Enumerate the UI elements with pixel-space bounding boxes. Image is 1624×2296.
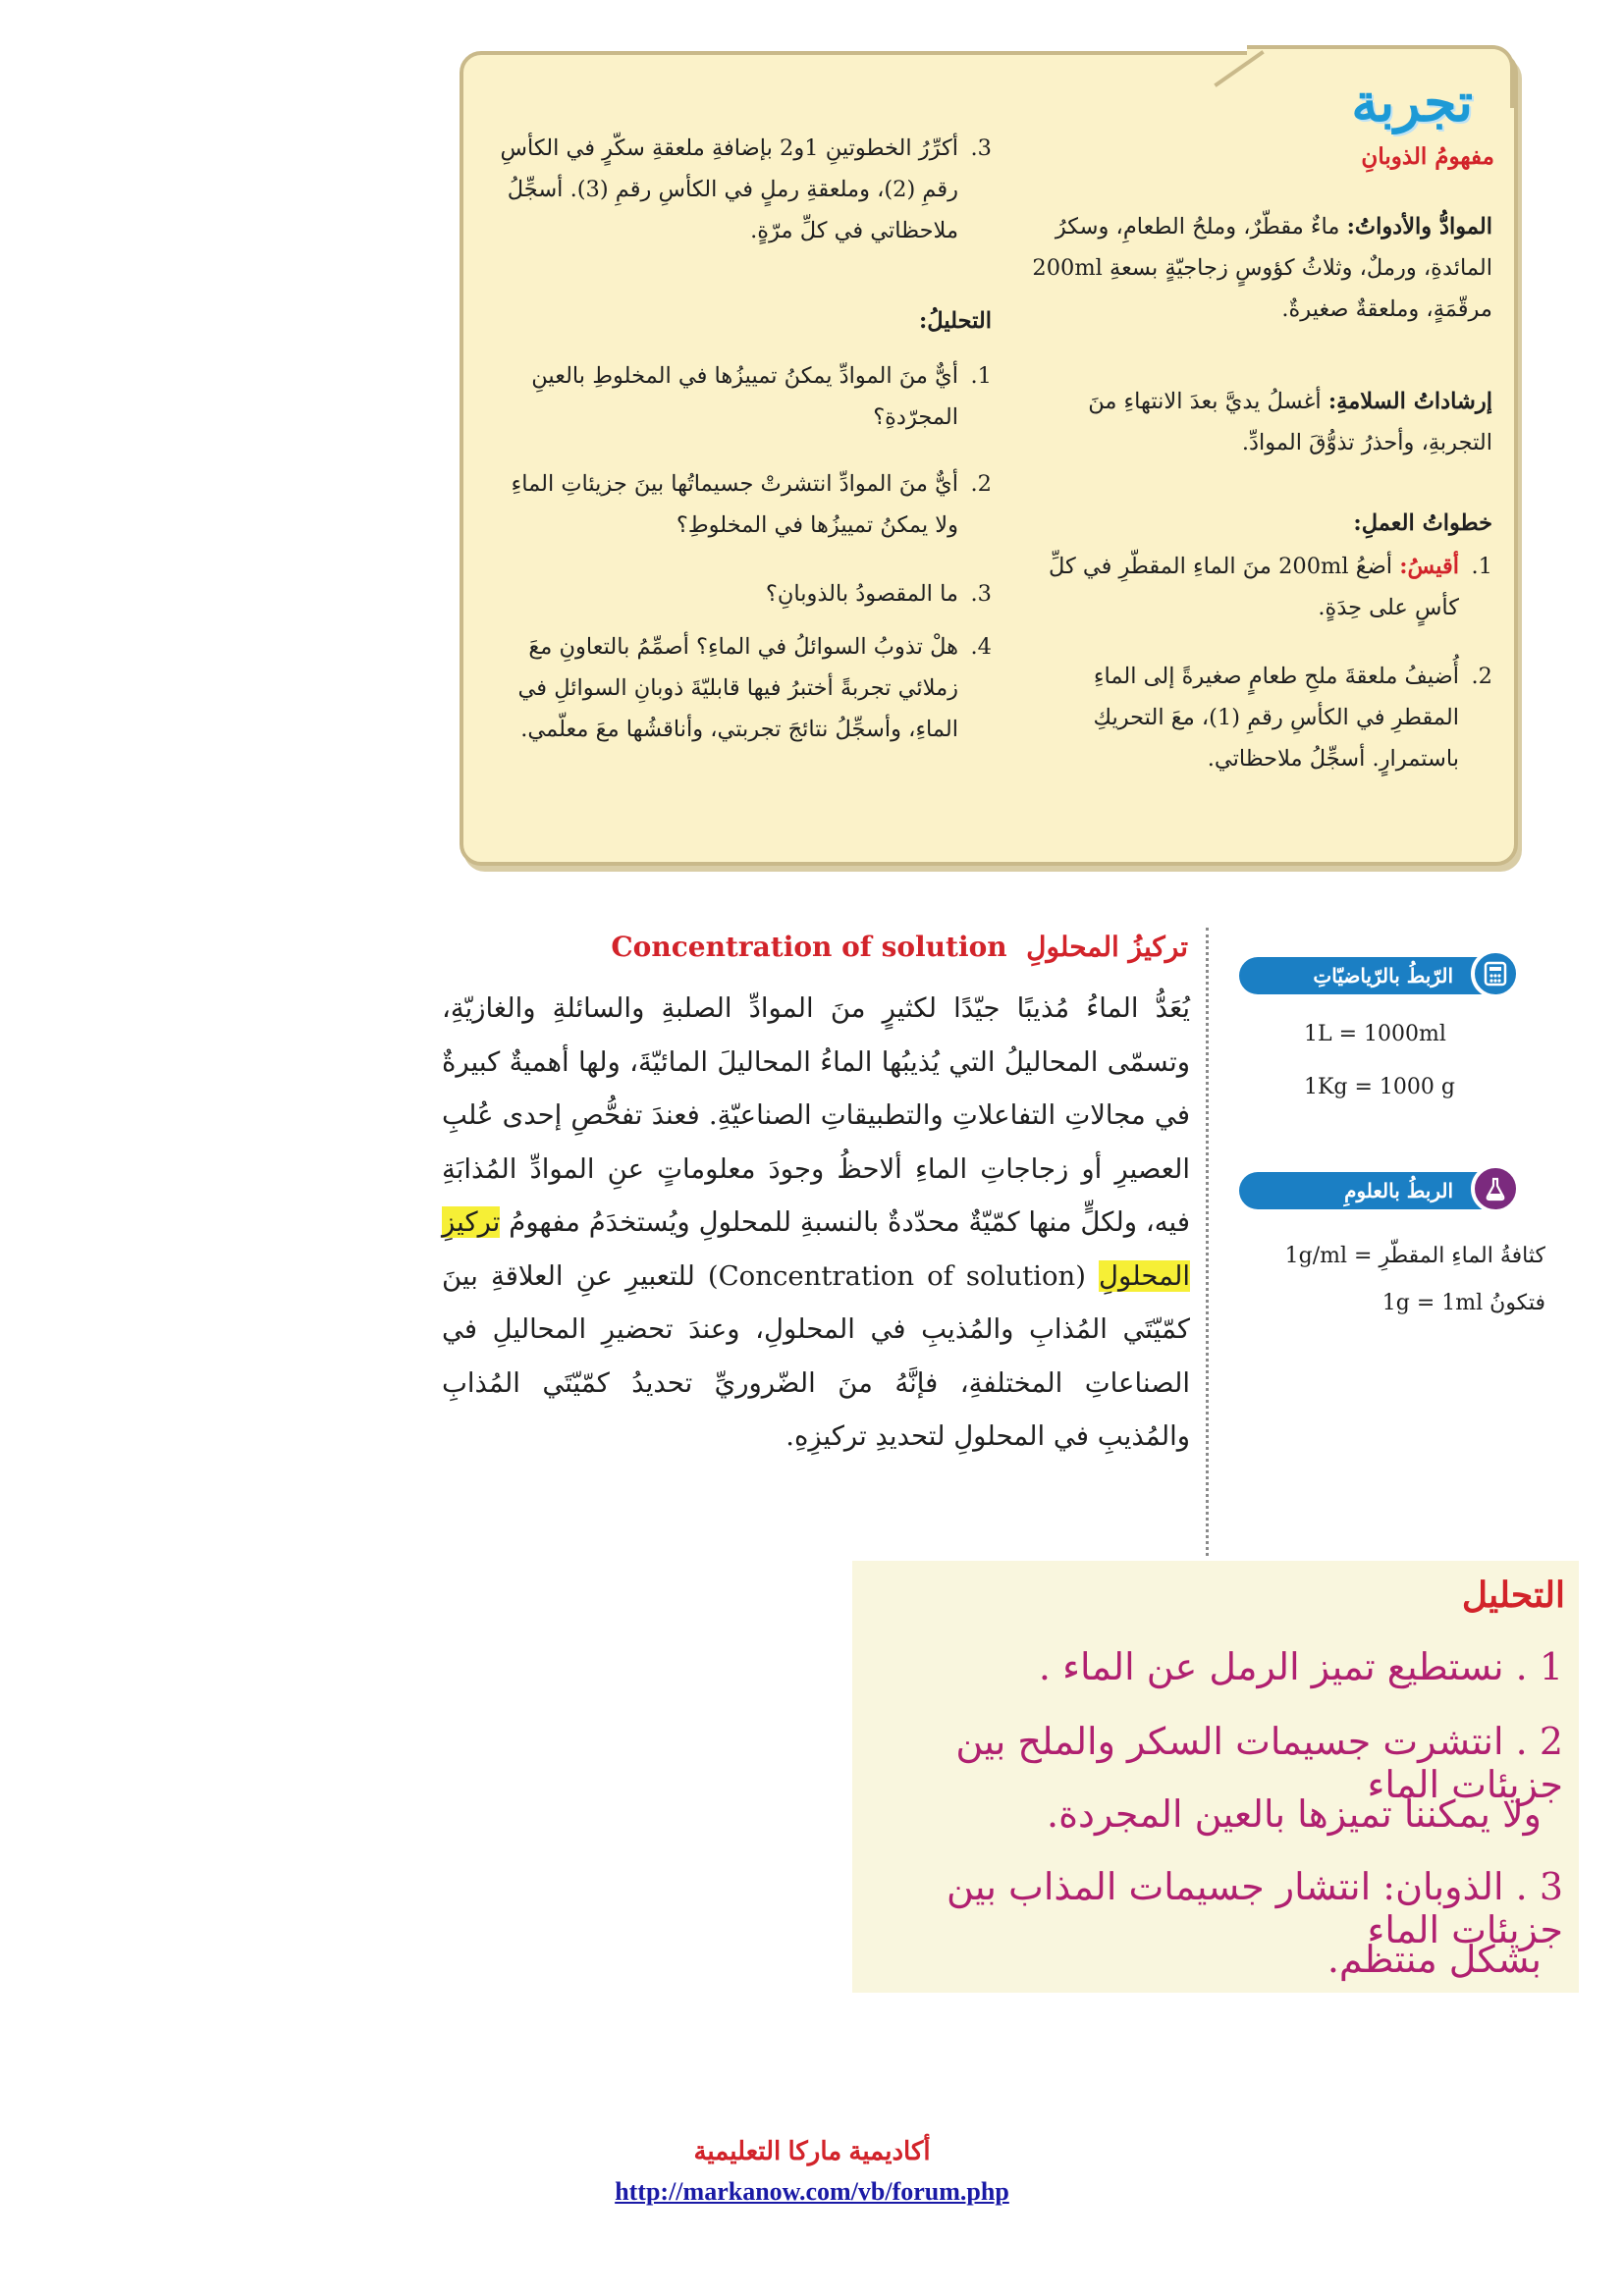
highlighted-term: تركيزِ المحلولِ	[442, 1206, 1190, 1292]
step-text: أكرِّرُ الخطوتينِ 1و2 بإضافةِ ملعقةِ سكّرٍ في الكأسِ رقمِ (2)، وملعقةِ رملٍ في الكأسِ رقمِ (3). أسجِّلُ ملاحظاتي في كلِّ مرّةٍ.	[500, 135, 958, 243]
footer-link[interactable]: http://markanow.com/vb/forum.php	[615, 2177, 1009, 2206]
question-number: 1.	[970, 363, 992, 389]
step-1	[1021, 546, 1492, 628]
question-text: هلْ تذوبُ السوائلُ في الماءِ؟ أصمِّمُ بالتعاونِ معَ زملائي تجربةً أختبرُ فيها قابليّةَ ذوبانِ السوائلِ في الماءِ، وأسجِّلُ نتائجَ تجربتي، وأناقشُها معَ معلّمي.	[517, 634, 958, 742]
science-density-line: كثافةُ الماءِ المقطّرِ = 1g/ml	[1284, 1244, 1545, 1268]
answer-line-1: 1 . نستطيع تميز الرمل عن الماء .	[1038, 1645, 1563, 1688]
experiment-subtitle: مفهومُ الذوبانِ	[1361, 143, 1494, 170]
section-divider	[1206, 928, 1209, 1556]
safety-label: إرشاداتُ السلامةِ:	[1327, 389, 1492, 414]
step-3	[491, 128, 992, 251]
question-number: 3.	[970, 581, 992, 607]
answers-title: التحليل	[1461, 1575, 1565, 1616]
science-link-banner	[1239, 1172, 1516, 1209]
analysis-question-4	[491, 626, 992, 750]
math-link-label: الرّبطُ بالرّياضيّاتِ	[1313, 964, 1453, 988]
materials-block	[1021, 206, 1492, 330]
math-eq-kilogram: 1Kg = 1000 g	[1304, 1075, 1455, 1099]
safety-block	[1021, 381, 1492, 463]
flask-icon	[1471, 1164, 1520, 1213]
step-number: 2.	[1471, 664, 1492, 689]
question-text: أيٌّ منَ الموادِّ يمكنُ تمييزُها في المخلوطِ بالعينِ المجرّدةِ؟	[531, 363, 958, 430]
math-link-banner	[1239, 957, 1516, 994]
answer-line-2: 2 . انتشرت جسيمات السكر والملح بين جزيئات الماء	[955, 1720, 1563, 1806]
step-keyword: أقيسُ:	[1399, 554, 1459, 579]
experiment-title: تجربة	[1351, 71, 1473, 133]
materials-label: الموادُّ والأدواتُ:	[1346, 214, 1492, 240]
answer-line-4: 3 . الذوبان: انتشار جسيمات المذاب بين جزيئات الماء	[947, 1865, 1563, 1951]
analysis-question-2	[491, 463, 992, 546]
safety-text: أغسلُ يديَّ بعدَ الانتهاءِ منَ التجربةِ، وأحذرُ تذوُّقَ الموادِّ.	[1088, 389, 1492, 455]
step-text: أُضيفُ ملعقةَ ملحِ طعامٍ صغيرةً إلى الماءِ المقطرِ في الكأسِ رقمِ (1)، معَ التحريكِ باستمرارٍ. أسجِّلُ ملاحظاتي.	[1093, 664, 1459, 772]
analysis-question-3	[491, 573, 992, 614]
calculator-icon	[1471, 949, 1520, 998]
paragraph-text: (Concentration of solution) للتعبيرِ عنِ العلاقةِ بينَ كمّيّتَي المُذابِ والمُذيبِ في المحلولِ، وعندَ تحضيرِ المحاليلِ في الصناعاتِ المختلفةِ، فإنَّهُ منَ الضّروريِّ تحديدُ كمّيّتَي المُذابِ والمُذيبِ في المحلولِ لتحديدِ تركيزِهِ.	[442, 1259, 1190, 1452]
question-number: 2.	[970, 471, 992, 497]
concentration-title-ar: تركيزُ المحلولِ	[1026, 931, 1188, 963]
science-equivalence-line: فتكونُ 1g = 1ml	[1381, 1291, 1545, 1315]
step-text: أضعُ 200ml منَ الماءِ المقطّرِ في كلِّ كأسٍ على حِدَةٍ.	[1048, 554, 1459, 620]
step-number: 3.	[970, 135, 992, 161]
concentration-title-en: Concentration of solution	[611, 931, 1007, 963]
question-text: ما المقصودُ بالذوبانِ؟	[765, 581, 958, 607]
paragraph-text: يُعَدُّ الماءُ مُذيبًا جيّدًا لكثيرٍ منَ الموادِّ الصلبةِ والسائلةِ والغازيّةِ، وتسمّى المحاليلُ التي يُذيبُها الماءُ المحاليلَ المائيّةَ، ولها أهميةٌ كبيرةٌ في مجالاتِ التفاعلاتِ والتطبيقاتِ الصناعيّةِ. فعندَ تفحُّصِ إحدى عُلبِ العصيرِ أو زجاجاتِ الماءِ ألاحظُ وجودَ معلوماتٍ عنِ الموادِّ المُذابَةِ فيه، ولكلٍّ منها كمّيّةٌ محدّدةٌ بالنسبةِ للمحلولِ ويُستخدَمُ مفهومُ	[442, 992, 1190, 1238]
math-eq-liter: 1L = 1000ml	[1304, 1022, 1446, 1046]
science-link-label: الربطُ بالعلومِ	[1344, 1179, 1453, 1202]
question-text: أيٌّ منَ الموادِّ انتشرتْ جسيماتُها بينَ جزيئاتِ الماءِ ولا يمكنُ تمييزُها في المخلوطِ؟	[511, 471, 958, 538]
step-2	[1021, 656, 1492, 779]
footer-academy-name: أكاديمية ماركا التعليمية	[693, 2136, 931, 2165]
question-number: 4.	[970, 634, 992, 660]
concentration-heading	[589, 931, 1188, 963]
answer-line-3: ولا يمكننا تميزها بالعين المجردة.	[1047, 1792, 1542, 1836]
concentration-paragraph	[442, 982, 1190, 1464]
step-number: 1.	[1471, 554, 1492, 579]
steps-label: خطواتُ العملِ:	[1353, 510, 1492, 536]
analysis-question-1	[491, 355, 992, 438]
answer-line-5: بشكل منتظم.	[1326, 1938, 1542, 1981]
analysis-label: التحليلُ:	[918, 308, 992, 334]
materials-text: ماءٌ مقطّرٌ، وملحُ الطعامِ، وسكرُ المائدةِ، ورملٌ، وثلاثُ كؤوسٍ زجاجيّةٍ بسعةِ 200ml مرقّمَةٍ، وملعقةٌ صغيرةٌ.	[1032, 214, 1492, 322]
